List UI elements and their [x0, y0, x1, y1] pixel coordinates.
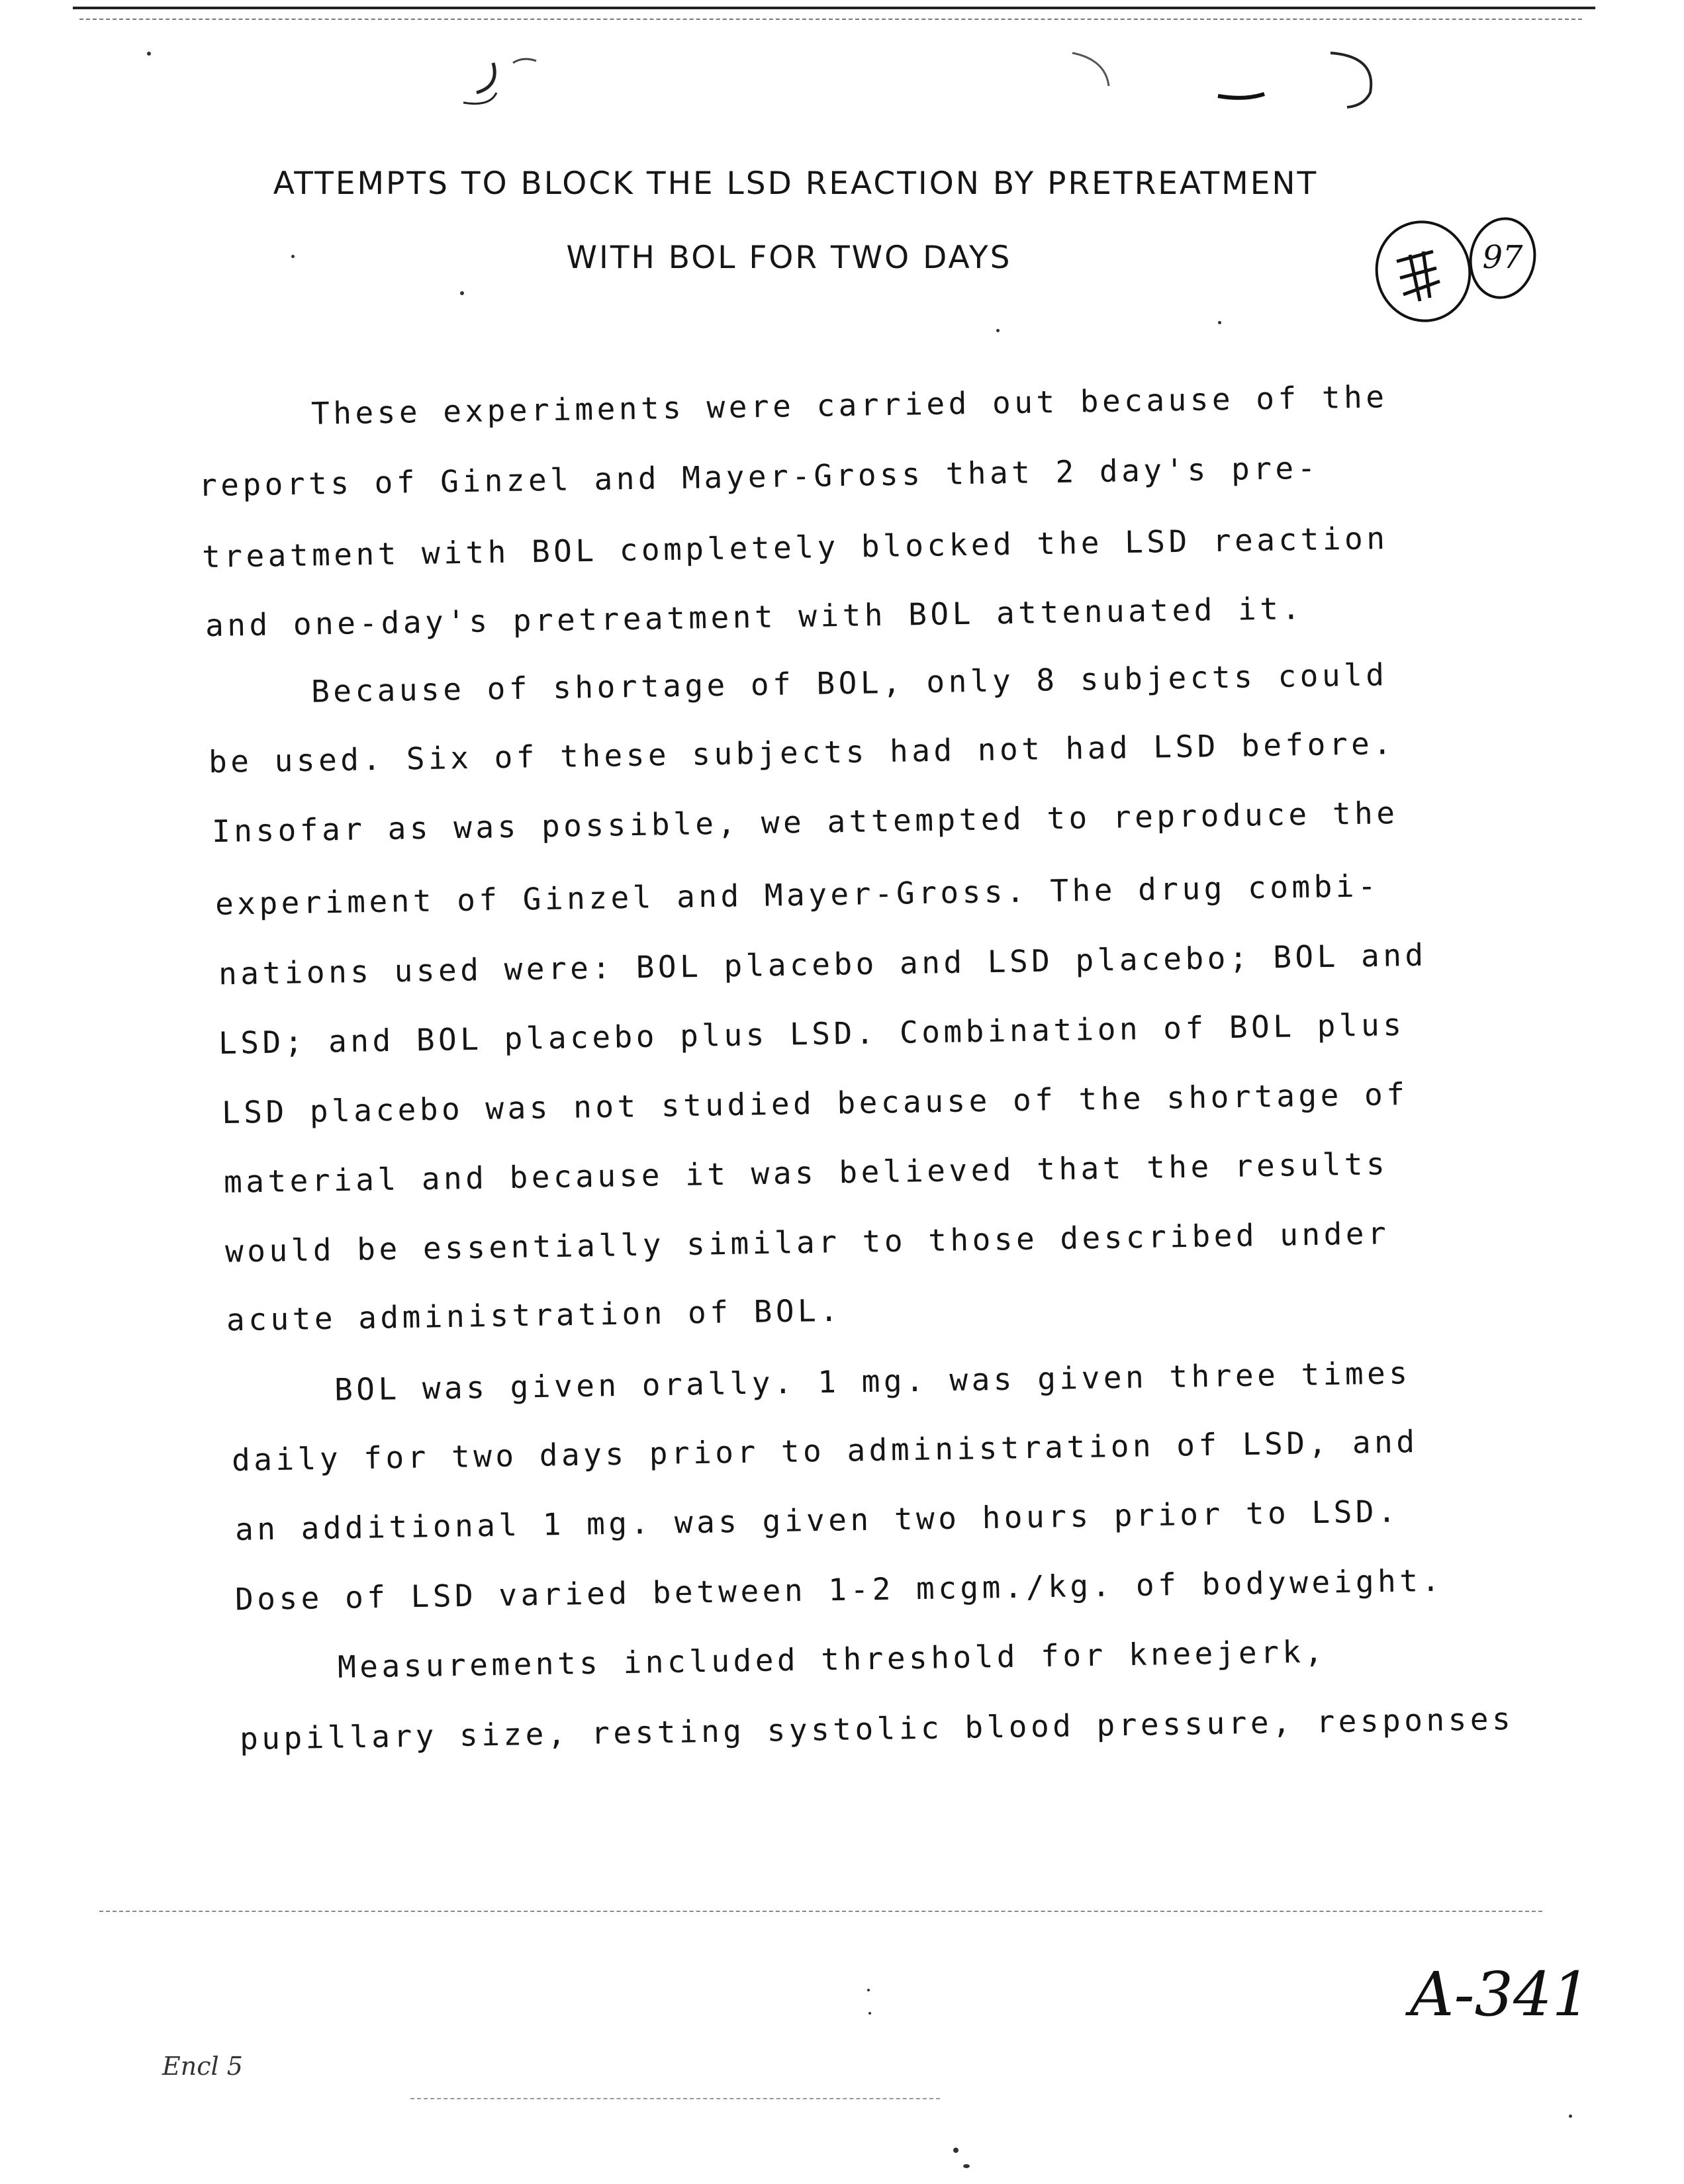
body-line-17: an additional 1 mg. was given two hours prior to LSD. [234, 1493, 1400, 1547]
body-line-11: LSD placebo was not studied because of the shortage of [221, 1075, 1409, 1131]
body-line-7: Insofar as was possible, we attempted to reproduce the [211, 794, 1399, 850]
body-line-18: Dose of LSD varied between 1-2 mcgm./kg. of bodyweight. [234, 1562, 1444, 1617]
scan-speck [1218, 321, 1221, 324]
scan-speck [996, 329, 1000, 332]
body-line-5: Because of shortage of BOL, only 8 subjects could [310, 657, 1388, 709]
scan-speck [963, 2164, 970, 2168]
body-line-2: reports of Ginzel and Mayer-Gross that 2 day's pre- [198, 449, 1320, 504]
scan-speck [460, 291, 464, 295]
top-edge-rule [73, 7, 1595, 9]
bottom-edge-rule-secondary [410, 2098, 940, 2099]
body-line-13: would be essentially similar to those described under [224, 1215, 1390, 1269]
scan-speck [147, 52, 151, 56]
document-title-line-2: WITH BOL FOR TWO DAYS [566, 240, 1012, 276]
scan-speck [868, 2012, 871, 2015]
body-line-3: treatment with BOL completely blocked the LSD reaction [201, 520, 1389, 575]
body-line-4: and one-day's pretreatment with BOL attenuated it. [205, 590, 1305, 644]
page-number-stamp [1370, 215, 1549, 341]
scan-speck [291, 255, 295, 258]
body-line-14: acute administration of BOL. [226, 1292, 842, 1338]
body-line-15: BOL was given orally. 1 mg. was given three times [334, 1355, 1411, 1408]
enclosure-note-text: Encl 5 [162, 2052, 243, 2081]
body-line-16: daily for two days prior to administration of LSD, and [231, 1423, 1419, 1479]
scan-speck [867, 1989, 870, 1991]
handwritten-enclosure-note [159, 2042, 357, 2088]
scan-speck [953, 2148, 959, 2153]
top-edge-rule-secondary [79, 19, 1582, 20]
body-line-19: Measurements included threshold for kneejerk, [337, 1633, 1327, 1685]
document-title-line-1: ATTEMPTS TO BLOCK THE LSD REACTION BY PRETREATMENT [273, 165, 1319, 202]
document-code-text: A-341 [1410, 1959, 1591, 2030]
binder-hole-marks [437, 46, 1397, 119]
body-line-8: experiment of Ginzel and Mayer-Gross. The drug combi- [214, 868, 1380, 922]
body-line-6: be used. Six of these subjects had not had LSD before. [208, 725, 1395, 780]
bottom-edge-rule [99, 1911, 1542, 1912]
body-line-9: nations used were: BOL placebo and LSD placebo; BOL and [218, 936, 1428, 992]
scan-speck [1569, 2115, 1572, 2118]
page-number: 97 [1482, 239, 1523, 276]
body-line-12: material and because it was believed that the results [223, 1146, 1389, 1200]
handwritten-document-code [1403, 1946, 1602, 2045]
body-line-10: LSD; and BOL placebo plus LSD. Combination of BOL plus [218, 1006, 1405, 1062]
body-line-1: These experiments were carried out because of the [310, 379, 1388, 432]
body-line-20: pupillary size, resting systolic blood pressure, responses [239, 1700, 1515, 1757]
